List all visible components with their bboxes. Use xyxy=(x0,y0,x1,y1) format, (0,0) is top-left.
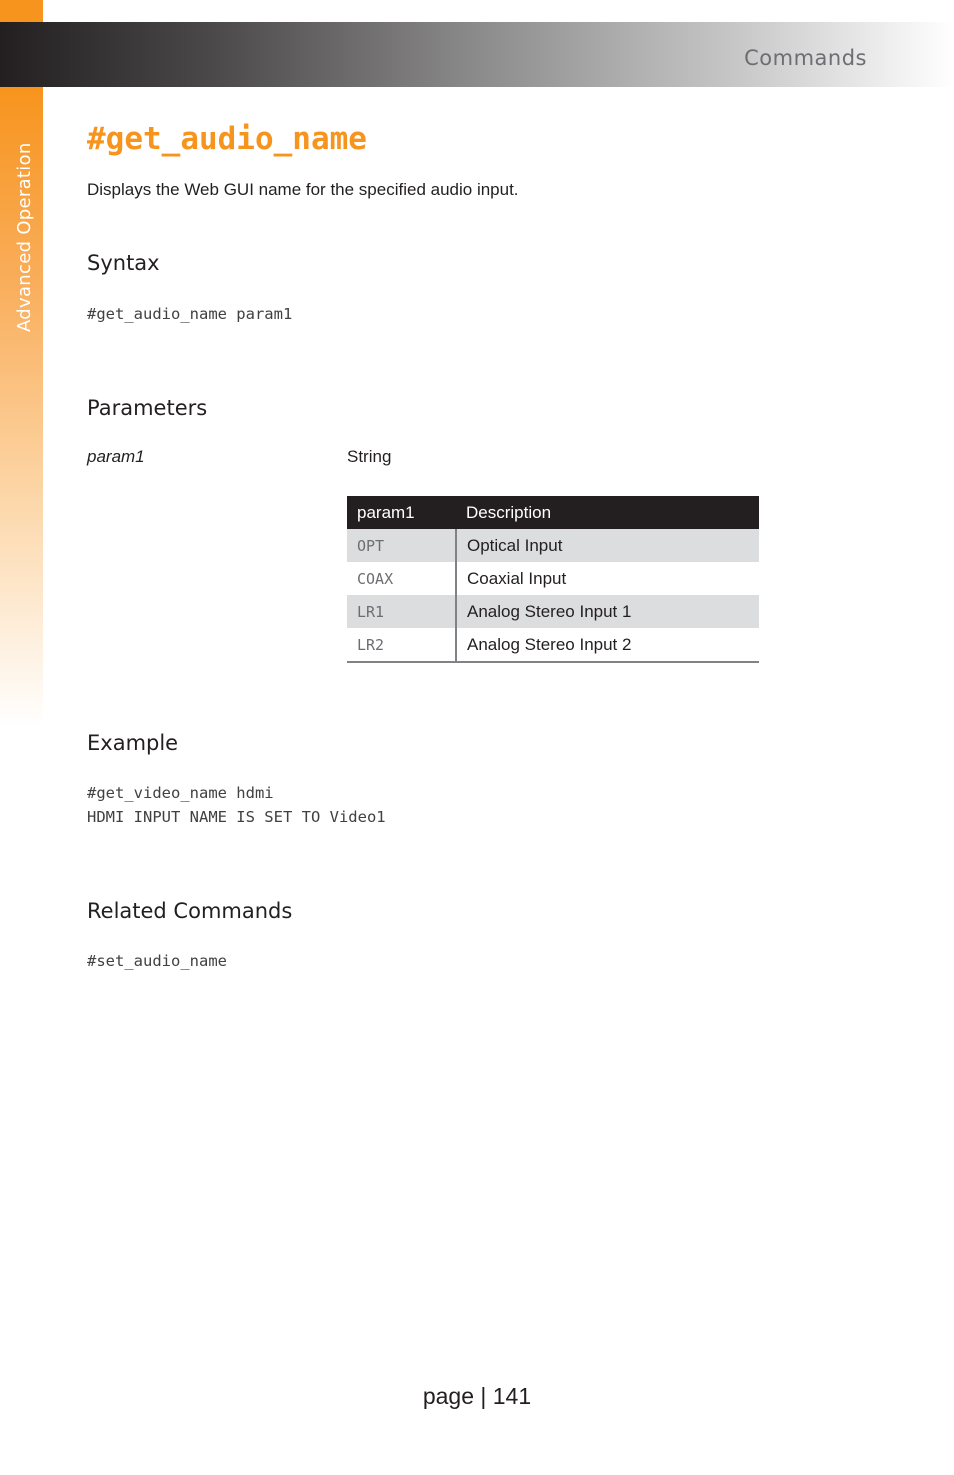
syntax-heading: Syntax xyxy=(87,251,160,275)
page-number: page | 141 xyxy=(422,1383,532,1409)
intro-text: Displays the Web GUI name for the specified audio input. xyxy=(87,180,519,199)
header-section-title: Commands xyxy=(744,46,867,70)
param-value-cell: LR1 xyxy=(347,595,456,628)
related-commands-heading: Related Commands xyxy=(87,899,293,923)
param-value-cell: OPT xyxy=(347,529,456,562)
example-code-line-2: HDMI INPUT NAME IS SET TO Video1 xyxy=(87,808,386,826)
column-header-description: Description xyxy=(456,496,759,529)
param-description-cell: Analog Stereo Input 1 xyxy=(456,595,759,628)
param-description-cell: Analog Stereo Input 2 xyxy=(456,628,759,662)
side-tab-label: Advanced Operation xyxy=(14,142,35,332)
parameter-table xyxy=(347,496,759,663)
header-accent-block xyxy=(0,0,43,22)
related-command-code: #set_audio_name xyxy=(87,952,227,970)
syntax-code: #get_audio_name param1 xyxy=(87,305,293,323)
table-row xyxy=(347,595,759,628)
table-row xyxy=(347,628,759,662)
column-header-param: param1 xyxy=(347,496,456,529)
param-description-cell: Optical Input xyxy=(456,529,759,562)
table-header-row xyxy=(347,496,759,529)
example-heading: Example xyxy=(87,731,179,755)
param-value-cell: COAX xyxy=(347,562,456,595)
example-code-line-1: #get_video_name hdmi xyxy=(87,784,274,802)
table-row xyxy=(347,529,759,562)
param-description-cell: Coaxial Input xyxy=(467,568,567,588)
page-title: #get_audio_name xyxy=(87,121,367,157)
parameters-heading: Parameters xyxy=(87,396,208,420)
table-row xyxy=(347,562,759,595)
param-type: String xyxy=(347,447,392,466)
param-value-cell: LR2 xyxy=(347,628,456,662)
param-name: param1 xyxy=(87,447,145,466)
